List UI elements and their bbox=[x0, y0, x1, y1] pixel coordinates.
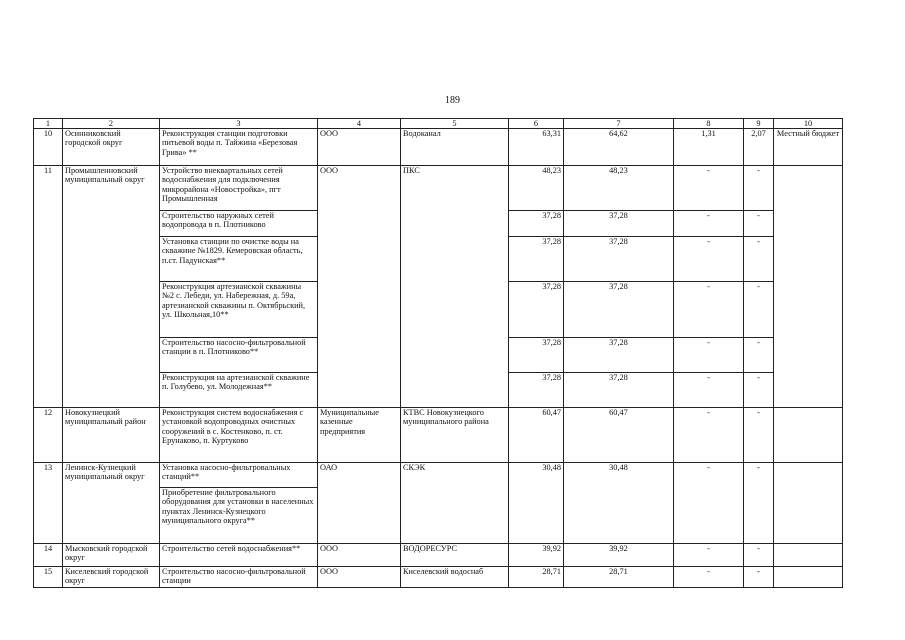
org-form-cell: ООО bbox=[318, 567, 401, 588]
value-col6: 37,28 bbox=[509, 237, 564, 282]
value-col8: - bbox=[674, 544, 744, 567]
value-col9: - bbox=[744, 338, 774, 373]
row-number: 14 bbox=[34, 544, 63, 567]
org-form-cell: Муниципальные казенные предприятия bbox=[318, 408, 401, 463]
header-cell: 3 bbox=[160, 119, 318, 129]
funding-cell bbox=[774, 544, 843, 567]
value-col9: - bbox=[744, 463, 774, 544]
municipality-cell: Новокузнецкий муниципальный район bbox=[63, 408, 160, 463]
project-cell: Реконструкция систем водоснабжения с установкой водопроводных очистных сооружений в с. Костенково, п. ст. Ерунаково, п. Куртуково bbox=[160, 408, 318, 463]
org-name-cell: ВОДОРЕСУРС bbox=[401, 544, 509, 567]
project-cell: Реконструкция артезианской скважины №2 с. Лебеди, ул. Набережная, д. 59а, артезианской скважины п. Октябрьский, ул. Школьная,10** bbox=[160, 282, 318, 338]
value-col6: 37,28 bbox=[509, 282, 564, 338]
value-col8: - bbox=[674, 463, 744, 544]
municipality-cell: Ленинск-Кузнецкий муниципальный округ bbox=[63, 463, 160, 544]
funding-cell bbox=[774, 463, 843, 544]
value-col7: 60,47 bbox=[564, 408, 674, 463]
municipality-cell: Промышленновский муниципальный округ bbox=[63, 166, 160, 408]
project-cell: Строительство наружных сетей водопровода в п. Плотниково bbox=[160, 211, 318, 237]
org-form-cell: ОАО bbox=[318, 463, 401, 544]
value-col9: - bbox=[744, 211, 774, 237]
municipality-cell: Осинниковский городской округ bbox=[63, 129, 160, 166]
page-number: 189 bbox=[445, 95, 460, 106]
value-col8: - bbox=[674, 237, 744, 282]
org-form-cell: ООО bbox=[318, 544, 401, 567]
header-cell: 1 bbox=[34, 119, 63, 129]
value-col7: 30,48 bbox=[564, 463, 674, 544]
funding-cell: Местный бюджет bbox=[774, 129, 843, 166]
value-col7: 28,71 bbox=[564, 567, 674, 588]
row-number: 15 bbox=[34, 567, 63, 588]
value-col7: 37,28 bbox=[564, 338, 674, 373]
municipality-cell: Киселевский городской округ bbox=[63, 567, 160, 588]
value-col6: 39,92 bbox=[509, 544, 564, 567]
row-number: 12 bbox=[34, 408, 63, 463]
project-cell: Строительство насосно-фильтровальной станции bbox=[160, 567, 318, 588]
value-col9: - bbox=[744, 282, 774, 338]
value-col9: - bbox=[744, 544, 774, 567]
value-col7: 64,62 bbox=[564, 129, 674, 166]
funding-cell bbox=[774, 408, 843, 463]
project-cell: Строительство сетей водоснабжения** bbox=[160, 544, 318, 567]
value-col9: - bbox=[744, 373, 774, 408]
header-cell: 10 bbox=[774, 119, 843, 129]
value-col6: 30,48 bbox=[509, 463, 564, 544]
project-cell: Строительство насосно-фильтровальной станции в п. Плотниково** bbox=[160, 338, 318, 373]
row-number: 11 bbox=[34, 166, 63, 408]
value-col9: - bbox=[744, 567, 774, 588]
value-col8: - bbox=[674, 282, 744, 338]
value-col8: 1,31 bbox=[674, 129, 744, 166]
value-col6: 37,28 bbox=[509, 211, 564, 237]
municipality-cell: Мысковский городской округ bbox=[63, 544, 160, 567]
value-col6: 60,47 bbox=[509, 408, 564, 463]
header-cell: 9 bbox=[744, 119, 774, 129]
header-cell: 5 bbox=[401, 119, 509, 129]
org-name-cell: Киселевский водоснаб bbox=[401, 567, 509, 588]
value-col8: - bbox=[674, 567, 744, 588]
org-name-cell: КТВС Новокузнецкого муниципального района bbox=[401, 408, 509, 463]
value-col9: - bbox=[744, 408, 774, 463]
value-col7: 39,92 bbox=[564, 544, 674, 567]
header-row bbox=[34, 119, 843, 129]
value-col9: 2,07 bbox=[744, 129, 774, 166]
project-cell: Устройство внеквартальных сетей водоснабжения для подключения микрорайона «Новостройка», пгт Промышленная bbox=[160, 166, 318, 211]
table-row bbox=[34, 544, 843, 567]
funding-cell bbox=[774, 166, 843, 408]
value-col8: - bbox=[674, 211, 744, 237]
project-cell: Реконструкция станции подготовки питьевой воды п. Тайжина «Березовая Грива» ** bbox=[160, 129, 318, 166]
header-cell: 4 bbox=[318, 119, 401, 129]
funding-cell bbox=[774, 567, 843, 588]
header-cell: 8 bbox=[674, 119, 744, 129]
row-number: 13 bbox=[34, 463, 63, 544]
value-col7: 37,28 bbox=[564, 373, 674, 408]
value-col8: - bbox=[674, 408, 744, 463]
project-cell: Установка насосно-фильтровальных станций** bbox=[160, 463, 318, 488]
project-cell: Установка станции по очистке воды на скважине №1829. Кемеровская область, п.ст. Падунская** bbox=[160, 237, 318, 282]
value-col6: 63,31 bbox=[509, 129, 564, 166]
org-name-cell: ПКС bbox=[401, 166, 509, 408]
value-col7: 37,28 bbox=[564, 237, 674, 282]
org-form-cell: ООО bbox=[318, 129, 401, 166]
value-col8: - bbox=[674, 166, 744, 211]
value-col6: 37,28 bbox=[509, 338, 564, 373]
value-col6: 48,23 bbox=[509, 166, 564, 211]
table-row bbox=[34, 129, 843, 166]
value-col6: 37,28 bbox=[509, 373, 564, 408]
value-col9: - bbox=[744, 166, 774, 211]
project-cell: Реконструкция на артезианской скважине п. Голубево, ул. Молодежная** bbox=[160, 373, 318, 408]
value-col8: - bbox=[674, 373, 744, 408]
value-col9: - bbox=[744, 237, 774, 282]
value-col6: 28,71 bbox=[509, 567, 564, 588]
value-col7: 48,23 bbox=[564, 166, 674, 211]
table-row bbox=[34, 408, 843, 463]
project-cell: Приобретение фильтровального оборудования для установки в населенных пунктах Ленинск-Кузнецкого муниципального округа** bbox=[160, 488, 318, 544]
row-number: 10 bbox=[34, 129, 63, 166]
table-row bbox=[34, 463, 843, 488]
header-cell: 6 bbox=[509, 119, 564, 129]
org-name-cell: СКЭК bbox=[401, 463, 509, 544]
header-cell: 2 bbox=[63, 119, 160, 129]
org-name-cell: Водоканал bbox=[401, 129, 509, 166]
table-row bbox=[34, 567, 843, 588]
header-cell: 7 bbox=[564, 119, 674, 129]
table-row bbox=[34, 166, 843, 211]
investment-table bbox=[33, 118, 843, 588]
value-col7: 37,28 bbox=[564, 282, 674, 338]
org-form-cell: ООО bbox=[318, 166, 401, 408]
value-col8: - bbox=[674, 338, 744, 373]
value-col7: 37,28 bbox=[564, 211, 674, 237]
